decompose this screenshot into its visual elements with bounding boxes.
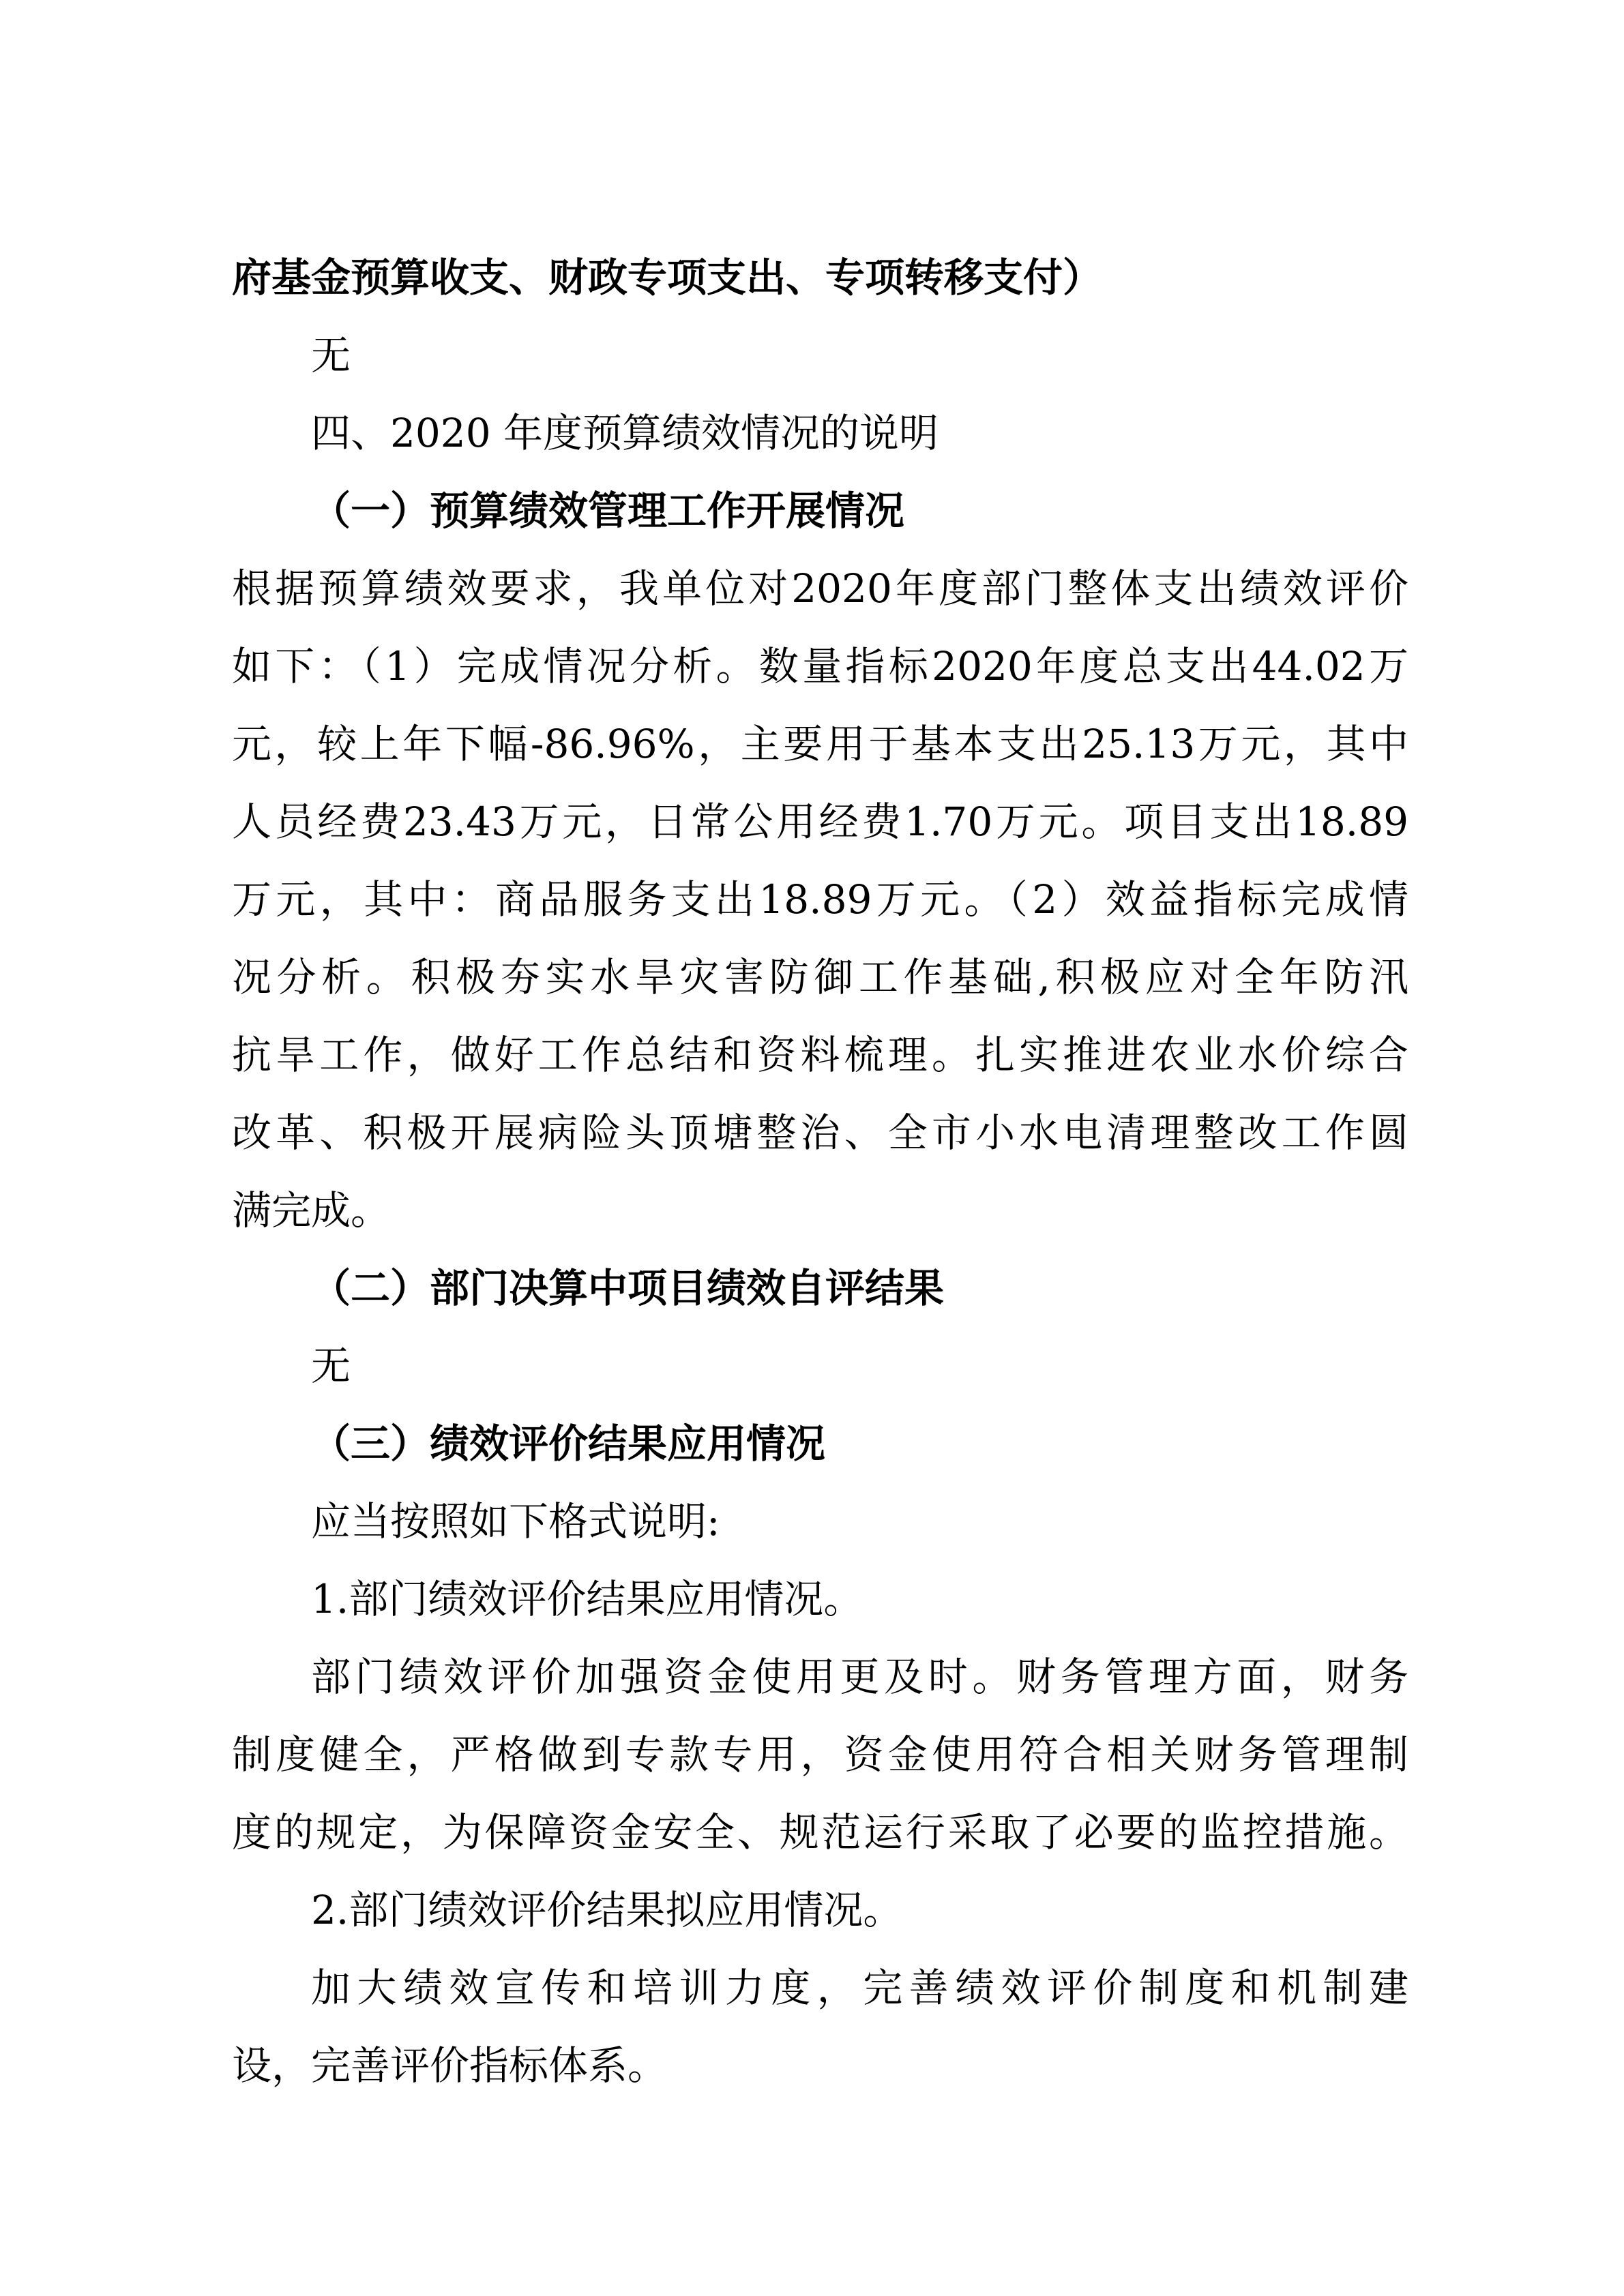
body-text-none: 无 — [311, 1343, 351, 1389]
body-text-line: 应当按照如下格式说明: — [311, 1498, 720, 1545]
paragraph-line: 部门绩效评价加强资金使用更及时。财务管理方面，财务 — [311, 1654, 1408, 1700]
numbered-item-1: 1.部门绩效评价结果应用情况。 — [311, 1576, 863, 1622]
continued-heading-line: 府基金预算收支、财政专项支出、专项转移支付） — [232, 254, 1103, 301]
paragraph-line: 元，较上年下幅-86.96%，主要用于基本支出25.13万元，其中 — [232, 721, 1408, 767]
paragraph-line: 制度健全，严格做到专款专用，资金使用符合相关财务管理制 — [232, 1731, 1408, 1778]
subsection-heading-3: （三）绩效评价结果应用情况 — [311, 1420, 826, 1467]
section-heading: 四、2020 年度预算绩效情况的说明 — [311, 410, 939, 456]
paragraph-line: 加大绩效宣传和培训力度，完善绩效评价制度和机制建 — [311, 1965, 1408, 2011]
paragraph-line: 况分析。积极夯实水旱灾害防御工作基础,积极应对全年防汛 — [232, 954, 1408, 1000]
subsection-heading-1: （一）预算绩效管理工作开展情况 — [311, 488, 905, 534]
paragraph-line: 万元，其中：商品服务支出18.89万元。（2）效益指标完成情 — [232, 876, 1408, 923]
paragraph-line: 满完成。 — [232, 1187, 391, 1234]
subsection-heading-2: （二）部门决算中项目绩效自评结果 — [311, 1265, 945, 1311]
paragraph-line: 设，完善评价指标体系。 — [232, 2042, 668, 2089]
paragraph-line: 人员经费23.43万元，日常公用经费1.70万元。项目支出18.89 — [232, 799, 1408, 845]
paragraph-line: 抗旱工作，做好工作总结和资料梳理。扎实推进农业水价综合 — [232, 1032, 1408, 1078]
paragraph-line: 根据预算绩效要求，我单位对2020年度部门整体支出绩效评价 — [232, 565, 1408, 612]
paragraph-line: 如下：（1）完成情况分析。数量指标2020年度总支出44.02万 — [232, 643, 1408, 689]
body-text-none: 无 — [311, 332, 351, 378]
numbered-item-2: 2.部门绩效评价结果拟应用情况。 — [311, 1887, 903, 1933]
paragraph-line: 改革、积极开展病险头顶塘整治、全市小水电清理整改工作圆 — [232, 1109, 1408, 1156]
paragraph-line: 度的规定，为保障资金安全、规范运行采取了必要的监控措施。 — [232, 1809, 1408, 1855]
